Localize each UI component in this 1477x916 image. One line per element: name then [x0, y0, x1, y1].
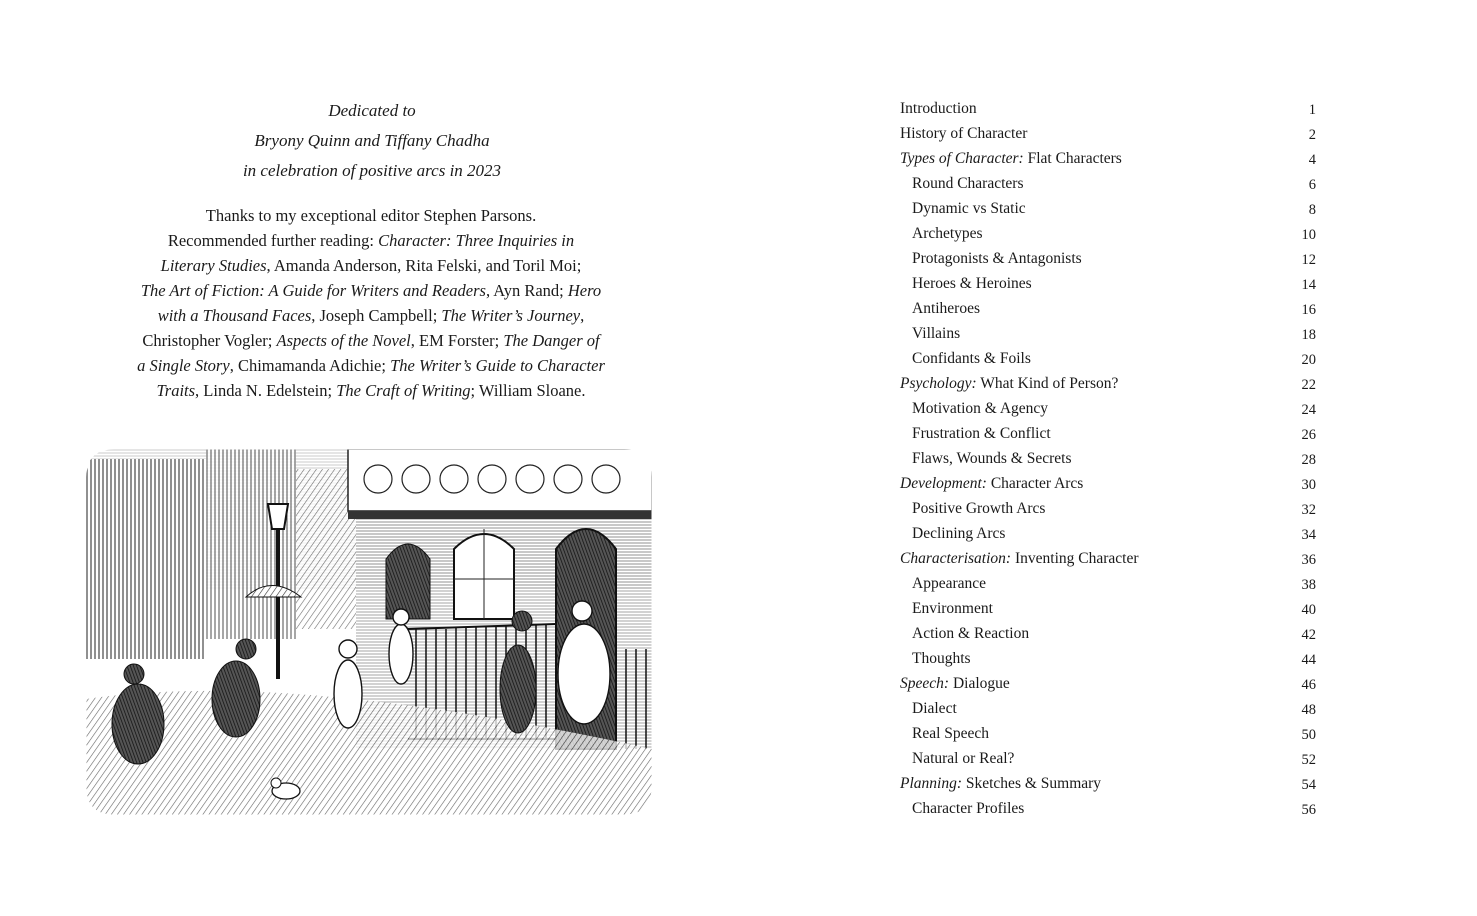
- toc-entry-title: [900, 546, 1138, 571]
- book-title: The Writer’s Guide to Character: [390, 356, 605, 375]
- table-of-contents: [900, 96, 1316, 821]
- toc-entry-title: [900, 521, 1005, 546]
- toc-entry-label: Inventing Character: [1011, 550, 1139, 567]
- ack-text: ,: [580, 306, 585, 325]
- dedication-line: in celebration of positive arcs in 2023: [242, 161, 502, 180]
- toc-entry-title: [900, 296, 980, 321]
- toc-entry[interactable]: [900, 196, 1316, 221]
- toc-entry-title: [900, 796, 1024, 821]
- dedication: [132, 96, 612, 186]
- toc-section-prefix: Characterisation:: [900, 550, 1012, 567]
- toc-page-number: 6: [1308, 177, 1316, 193]
- toc-page-number: 26: [1301, 427, 1316, 443]
- acknowledgements: [126, 203, 616, 403]
- toc-entry[interactable]: [900, 246, 1316, 271]
- toc-section-prefix: Planning:: [900, 775, 962, 792]
- toc-entry-title: [900, 771, 1101, 796]
- toc-entry[interactable]: [900, 746, 1316, 771]
- ack-text: Recommended further reading:: [167, 231, 379, 250]
- ack-line: [126, 253, 616, 278]
- toc-entry[interactable]: [900, 321, 1316, 346]
- toc-page-number: 14: [1301, 277, 1316, 293]
- book-title: Literary Studies: [160, 256, 267, 275]
- toc-entry-label: Character Arcs: [986, 475, 1084, 492]
- book-title: a Single Story: [137, 356, 230, 375]
- book-title: Character: Three Inquiries in: [378, 231, 575, 250]
- toc-entry-title: [900, 171, 1023, 196]
- toc-entry-label: Flaws, Wounds & Secrets: [912, 450, 1072, 467]
- toc-page-number: 34: [1301, 527, 1316, 543]
- toc-entry-title: [900, 146, 1122, 171]
- toc-entry[interactable]: [900, 621, 1316, 646]
- toc-entry-title: [900, 346, 1031, 371]
- toc-entry[interactable]: [900, 396, 1316, 421]
- toc-page-number: 8: [1308, 202, 1316, 218]
- ack-line: [126, 328, 616, 353]
- toc-entry-title: [900, 746, 1014, 771]
- ack-line: [126, 203, 616, 228]
- ack-text: , Linda N. Edelstein;: [195, 381, 337, 400]
- toc-page-number: 12: [1301, 252, 1316, 268]
- toc-entry[interactable]: [900, 221, 1316, 246]
- toc-entry-title: [900, 696, 957, 721]
- book-title: The Art of Fiction: A Guide for Writers and Readers: [140, 281, 486, 300]
- toc-page-number: 2: [1308, 127, 1316, 143]
- toc-entry-title: [900, 621, 1029, 646]
- toc-entry-title: [900, 246, 1082, 271]
- toc-entry-label: Sketches & Summary: [962, 775, 1102, 792]
- toc-entry-title: [900, 221, 983, 246]
- toc-entry[interactable]: [900, 121, 1316, 146]
- toc-entry[interactable]: [900, 546, 1316, 571]
- ack-line: [126, 303, 616, 328]
- toc-entry[interactable]: [900, 271, 1316, 296]
- toc-page-number: 38: [1301, 577, 1316, 593]
- toc-entry-label: Confidants & Foils: [912, 350, 1031, 367]
- toc-entry[interactable]: [900, 696, 1316, 721]
- toc-entry-label: Dialect: [912, 700, 957, 717]
- book-title: The Danger of: [503, 331, 600, 350]
- toc-entry-label: Protagonists & Antagonists: [912, 250, 1082, 267]
- toc-entry-label: Appearance: [912, 575, 987, 592]
- ack-text: , Ayn Rand;: [485, 281, 568, 300]
- toc-entry-label: Motivation & Agency: [912, 400, 1049, 417]
- toc-page-number: 36: [1301, 552, 1316, 568]
- toc-entry[interactable]: [900, 596, 1316, 621]
- toc-entry-title: [900, 596, 993, 621]
- toc-entry-title: [900, 496, 1045, 521]
- toc-entry-title: [900, 121, 1027, 146]
- ack-text: Christopher Vogler;: [142, 331, 277, 350]
- toc-entry-label: Real Speech: [912, 725, 990, 742]
- toc-entry[interactable]: [900, 296, 1316, 321]
- toc-page-number: 30: [1301, 477, 1316, 493]
- toc-page-number: 20: [1301, 352, 1316, 368]
- dedication-names: Bryony Quinn and Tiffany Chadha: [254, 131, 490, 150]
- toc-entry-label: Villains: [912, 325, 961, 342]
- toc-page-number: 48: [1301, 702, 1316, 718]
- toc-entry[interactable]: [900, 446, 1316, 471]
- ack-text: , EM Forster;: [410, 331, 504, 350]
- toc-entry[interactable]: [900, 571, 1316, 596]
- toc-page-number: 44: [1301, 652, 1316, 668]
- toc-entry[interactable]: [900, 771, 1316, 796]
- toc-entry[interactable]: [900, 496, 1316, 521]
- toc-entry-label: What Kind of Person?: [976, 375, 1119, 392]
- toc-entry[interactable]: [900, 671, 1316, 696]
- toc-page-number: 22: [1301, 377, 1316, 393]
- toc-entry-title: [900, 446, 1072, 471]
- toc-entry-label: History of Character: [900, 125, 1028, 142]
- ack-text: ; William Sloane.: [470, 381, 586, 400]
- ack-text: , Joseph Campbell;: [311, 306, 442, 325]
- toc-entry-label: Thoughts: [912, 650, 971, 667]
- toc-page-number: 52: [1301, 752, 1316, 768]
- toc-entry[interactable]: [900, 346, 1316, 371]
- toc-entry[interactable]: [900, 146, 1316, 171]
- toc-entry-title: [900, 721, 989, 746]
- toc-page-number: 16: [1301, 302, 1316, 318]
- ack-line: [126, 278, 616, 303]
- toc-entry-title: [900, 196, 1026, 221]
- toc-entry[interactable]: [900, 171, 1316, 196]
- toc-entry[interactable]: [900, 96, 1316, 121]
- toc-entry-label: Frustration & Conflict: [912, 425, 1051, 442]
- toc-page-number: 32: [1301, 502, 1316, 518]
- toc-entry-label: Dialogue: [949, 675, 1010, 692]
- toc-entry-label: Heroes & Heroines: [912, 275, 1032, 292]
- toc-entry-title: [900, 646, 971, 671]
- toc-section-prefix: Development:: [900, 475, 987, 492]
- toc-page-number: 10: [1301, 227, 1316, 243]
- book-title: Aspects of the Novel: [276, 331, 411, 350]
- book-title: The Writer’s Journey: [441, 306, 581, 325]
- toc-entry-title: [900, 671, 1010, 696]
- toc-page-number: 46: [1301, 677, 1316, 693]
- toc-entry-label: Natural or Real?: [912, 750, 1015, 767]
- toc-page-number: 24: [1301, 402, 1316, 418]
- ack-text: Thanks to my exceptional editor Stephen Parsons.: [205, 206, 537, 225]
- toc-page-number: 40: [1301, 602, 1316, 618]
- toc-entry[interactable]: [900, 471, 1316, 496]
- toc-entry-title: [900, 571, 986, 596]
- ack-line: [126, 378, 616, 403]
- dedication-line: Dedicated to: [328, 101, 416, 120]
- toc-entry-label: Archetypes: [912, 225, 983, 242]
- book-title: The Craft of Writing: [336, 381, 471, 400]
- toc-entry[interactable]: [900, 646, 1316, 671]
- toc-entry-label: Flat Characters: [1023, 150, 1122, 167]
- toc-entry-title: [900, 421, 1051, 446]
- book-title: Traits: [156, 381, 196, 400]
- street-scene-engraving-icon: [86, 449, 652, 815]
- ack-line: [126, 228, 616, 253]
- toc-entry-title: [900, 321, 960, 346]
- toc-page-number: 56: [1301, 802, 1316, 818]
- ack-text: , Amanda Anderson, Rita Felski, and Toril Moi;: [266, 256, 582, 275]
- toc-entry-label: Environment: [912, 600, 993, 617]
- toc-entry-label: Introduction: [900, 100, 977, 117]
- toc-entry-title: [900, 96, 977, 121]
- book-title: Hero: [567, 281, 602, 300]
- ack-text: , Chimamanda Adichie;: [229, 356, 391, 375]
- toc-entry[interactable]: [900, 421, 1316, 446]
- toc-entry-label: Antiheroes: [912, 300, 981, 317]
- toc-section-prefix: Speech:: [900, 675, 950, 692]
- toc-entry-title: [900, 471, 1083, 496]
- toc-entry-label: Declining Arcs: [912, 525, 1006, 542]
- toc-section-prefix: Types of Character:: [900, 150, 1024, 167]
- toc-page-number: 42: [1301, 627, 1316, 643]
- toc-entry[interactable]: [900, 521, 1316, 546]
- street-scene-illustration: [86, 449, 652, 815]
- toc-entry-label: Action & Reaction: [912, 625, 1030, 642]
- toc-entry-label: Positive Growth Arcs: [912, 500, 1046, 517]
- toc-entry-label: Round Characters: [912, 175, 1024, 192]
- ack-line: [126, 353, 616, 378]
- toc-page-number: 4: [1308, 152, 1316, 168]
- toc-entry-title: [900, 396, 1048, 421]
- toc-page-number: 28: [1301, 452, 1316, 468]
- toc-page-number: 1: [1308, 102, 1316, 118]
- toc-page-number: 50: [1301, 727, 1316, 743]
- toc-entry[interactable]: [900, 371, 1316, 396]
- toc-entry[interactable]: [900, 721, 1316, 746]
- book-title: with a Thousand Faces: [157, 306, 312, 325]
- left-page: [0, 0, 738, 916]
- toc-entry-title: [900, 271, 1032, 296]
- toc-page-number: 18: [1301, 327, 1316, 343]
- toc-section-prefix: Psychology:: [900, 375, 977, 392]
- toc-page-number: 54: [1301, 777, 1316, 793]
- toc-entry-label: Character Profiles: [912, 800, 1025, 817]
- toc-entry[interactable]: [900, 796, 1316, 821]
- toc-entry-title: [900, 371, 1118, 396]
- toc-entry-label: Dynamic vs Static: [912, 200, 1026, 217]
